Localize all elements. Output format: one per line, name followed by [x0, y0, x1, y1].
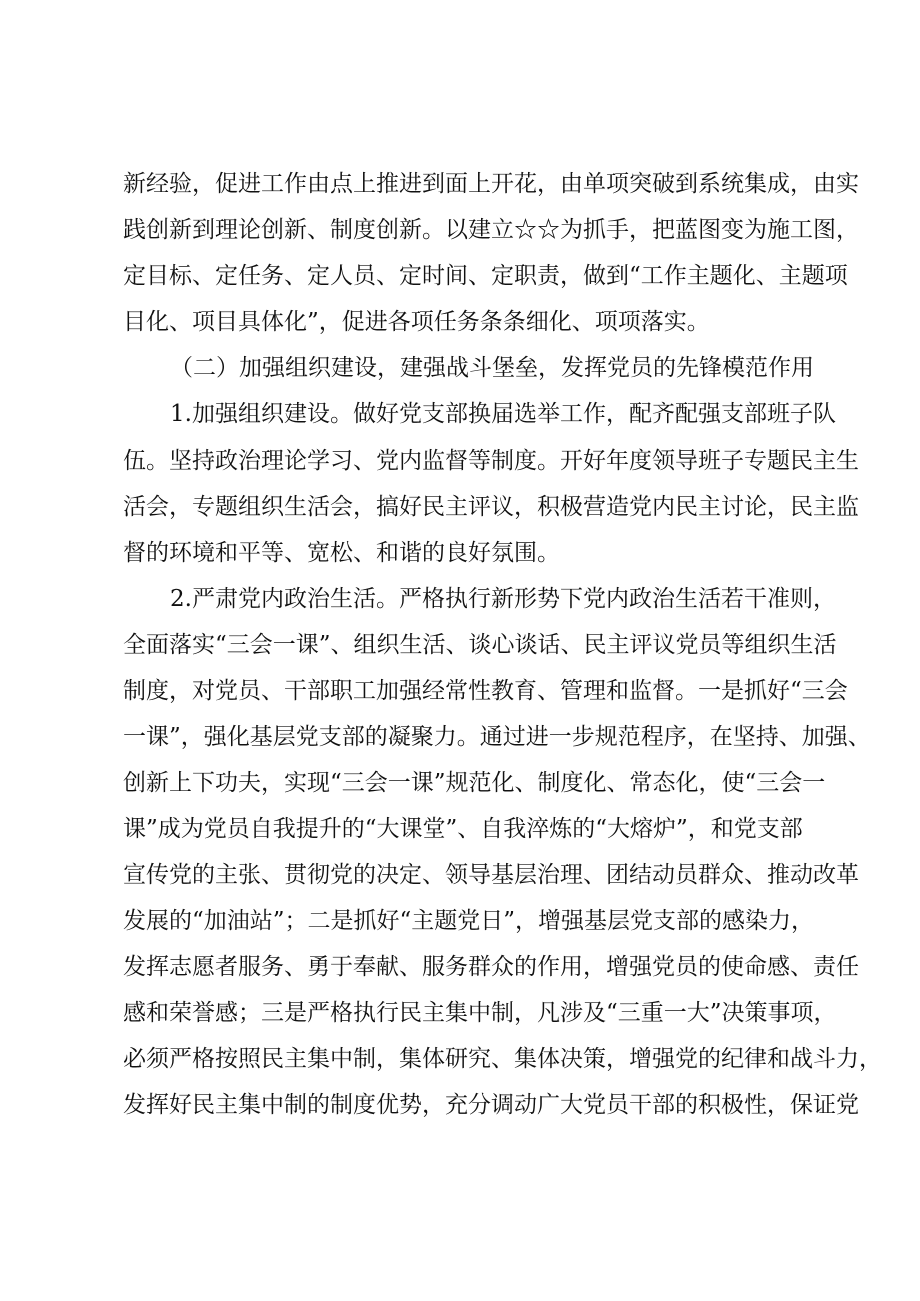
text-line: 发展的“加油站”；二是抓好“主题党日”，增强基层党支部的感染力， [123, 908, 815, 934]
text-line: 督的环境和平等、宽松、和谐的良好氛围。 [123, 540, 560, 566]
text-line: 创新上下功夫，实现“三会一课”规范化、制度化、常态化，使“三会一 [123, 770, 826, 796]
text-line: 活会，专题组织生活会，搞好民主评议，积极营造党内民主讨论，民主监 [123, 494, 859, 520]
text-line: 全面落实“三会一课”、组织生活、谈心谈话、民主评议党员等组织生活 [123, 632, 837, 658]
text-line: 感和荣誉感；三是严格执行民主集中制，凡涉及“三重一大”决策事项， [123, 1000, 837, 1026]
text-line: 目化、项目具体化”，促进各项任务条条细化、项项落实。 [123, 309, 710, 335]
text-line: 伍。坚持政治理论学习、党内监督等制度。开好年度领导班子专题民主生 [123, 448, 859, 474]
text-line: 一课”，强化基层党支部的凝聚力。通过进一步规范程序，在坚持、加强、 [123, 724, 871, 750]
text-line: 发挥好民主集中制的制度优势，充分调动广大党员干部的积极性，保证党 [123, 1092, 859, 1118]
text-line: 定目标、定任务、定人员、定时间、定职责，做到“工作主题化、主题项 [123, 263, 848, 289]
text-line: 宣传党的主张、贯彻党的决定、领导基层治理、团结动员群众、推动改革 [123, 862, 859, 888]
text-line: 1.加强组织建设。做好党支部换届选举工作，配齐配强支部班子队 [170, 401, 836, 427]
section-heading: （二）加强组织建设，建强战斗堡垒，发挥党员的先锋模范作用 [170, 355, 814, 381]
text-line: 课”成为党员自我提升的“大课堂”、自我淬炼的“大熔炉”，和党支部 [123, 816, 803, 842]
text-line: 制度，对党员、干部职工加强经常性教育、管理和监督。一是抓好“三会 [123, 678, 848, 704]
text-line: 发挥志愿者服务、勇于奉献、服务群众的作用，增强党员的使命感、责任 [123, 954, 859, 980]
text-line: 新经验，促进工作由点上推进到面上开花，由单项突破到系统集成，由实 [123, 171, 859, 197]
text-line: 2.严肃党内政治生活。严格执行新形势下党内政治生活若干准则， [170, 586, 836, 612]
text-line: 践创新到理论创新、制度创新。以建立☆☆为抓手，把蓝图变为施工图， [123, 217, 859, 243]
text-line: 必须严格按照民主集中制，集体研究、集体决策，增强党的纪律和战斗力， [123, 1046, 882, 1072]
